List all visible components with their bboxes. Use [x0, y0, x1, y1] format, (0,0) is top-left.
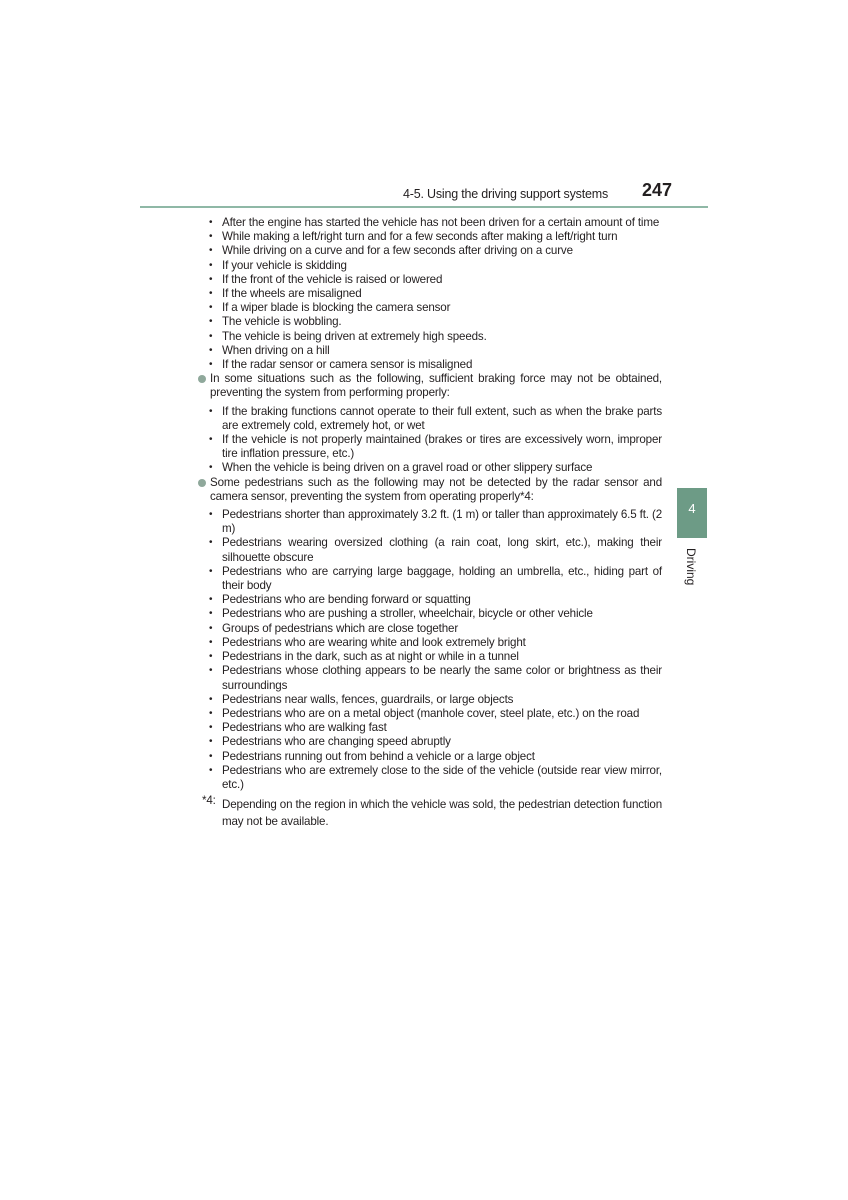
dot-icon: • [209, 594, 213, 606]
list-item: • Pedestrians wearing oversized clothing (a rain coat, long skirt, etc.), making their silhouette obscure [209, 536, 662, 564]
list-item: • If the front of the vehicle is raised or lowered [209, 272, 443, 286]
dot-icon: • [209, 750, 213, 762]
list-item: • Pedestrians who are walking fast [209, 721, 387, 735]
list-item: • Pedestrians who are on a metal object (manhole cover, steel plate, etc.) on the road [209, 706, 640, 720]
dot-icon: • [209, 288, 213, 300]
list-item: • When driving on a hill [209, 343, 330, 357]
list-item: • Pedestrians who are changing speed abruptly [209, 735, 451, 749]
list-item: • Pedestrians in the dark, such as at night or while in a tunnel [209, 650, 519, 664]
dot-icon: • [209, 764, 213, 776]
page-header [140, 176, 708, 208]
dot-icon: • [209, 273, 213, 285]
list-item: • After the engine has started the vehicle has not been driven for a certain amount of time [209, 216, 660, 229]
footnote-mark: *4: [202, 794, 216, 808]
list-item: • Pedestrians who are carrying large baggage, holding an umbrella, etc., hiding part of their body [209, 564, 662, 593]
list-item: • If the braking functions cannot operate to their full extent, such as when the brake parts are extremely cold, extremely hot, or wet [209, 404, 662, 432]
dot-icon: • [209, 462, 213, 474]
list-item: • The vehicle is wobbling. [209, 315, 342, 329]
footnote [198, 796, 662, 830]
list-item: • While driving on a curve and for a few seconds after driving on a curve [209, 244, 573, 258]
dot-icon: • [209, 405, 213, 417]
list-item: • Pedestrians running out from behind a vehicle or a large object [209, 749, 535, 763]
list-item: • The vehicle is being driven at extremely high speeds. [209, 329, 487, 343]
circle-bullet-icon [198, 375, 206, 383]
dot-icon: • [209, 217, 213, 228]
list-item: • Pedestrians who are extremely close to the side of the vehicle (outside rear view mirror, etc.) [209, 763, 662, 791]
list-item: • Pedestrians who are pushing a stroller, wheelchair, bicycle or other vehicle [209, 607, 593, 621]
dot-icon: • [209, 665, 213, 677]
list-b [198, 405, 662, 476]
dot-icon: • [209, 302, 213, 314]
list-item: • If a wiper blade is blocking the camera sensor [209, 301, 451, 315]
chapter-label: Driving [684, 548, 698, 586]
page-number: 247 [641, 180, 672, 200]
dot-icon: • [209, 509, 213, 521]
list-item: • Pedestrians shorter than approximately 3.2 ft. (1 m) or taller than approximately 6.5 ft. (2 m) [209, 508, 662, 536]
dot-icon: • [209, 359, 213, 371]
list-item: • If the vehicle is not properly maintained (brakes or tires are excessively worn, improper tire inflation pressure, etc.) [209, 433, 662, 461]
chapter-tab [677, 488, 707, 538]
section-title: 4-5. Using the driving support systems [403, 187, 608, 201]
header-divider [140, 206, 708, 208]
dot-icon: • [209, 316, 213, 328]
circle-bullet-icon [198, 479, 206, 487]
bullet-paragraph-pedestrians: Some pedestrians such as the following may not be detected by the radar sensor and camera sensor, preventing the system from operating properly*4: [198, 476, 662, 504]
dot-icon: • [209, 245, 213, 257]
dot-icon: • [209, 565, 213, 577]
list-a [198, 216, 662, 372]
dot-icon: • [209, 651, 213, 663]
dot-icon: • [209, 259, 213, 271]
dot-icon: • [209, 636, 213, 648]
dot-icon: • [209, 722, 213, 734]
list-item: • Groups of pedestrians which are close together [209, 621, 459, 635]
dot-icon: • [209, 693, 213, 705]
dot-icon: • [209, 707, 213, 719]
dot-icon: • [209, 622, 213, 634]
dot-icon: • [209, 736, 213, 748]
list-item: • When the vehicle is being driven on a gravel road or other slippery surface [209, 461, 593, 475]
footnote-text: Depending on the region in which the vehicle was sold, the pedestrian detection function may not be available. [222, 798, 662, 829]
dot-icon: • [209, 434, 213, 446]
dot-icon: • [209, 537, 213, 549]
list-item: • Pedestrians who are bending forward or squatting [209, 593, 471, 607]
chapter-number: 4 [688, 501, 696, 516]
dot-icon: • [209, 231, 213, 243]
dot-icon: • [209, 344, 213, 356]
dot-icon: • [209, 330, 213, 342]
list-item: • If your vehicle is skidding [209, 258, 347, 272]
list-item: • Pedestrians who are wearing white and look extremely bright [209, 635, 526, 649]
bullet-paragraph-braking: In some situations such as the following, sufficient braking force may not be obtained, preventing the system from performing properly: [198, 372, 662, 400]
list-item: • Pedestrians whose clothing appears to be nearly the same color or brightness as their surroundings [209, 664, 662, 692]
list-item: • While making a left/right turn and for a few seconds after making a left/right turn [209, 230, 618, 244]
dot-icon: • [209, 608, 213, 620]
list-item: • If the wheels are misaligned [209, 287, 362, 301]
list-item: • Pedestrians near walls, fences, guardrails, or large objects [209, 692, 514, 706]
page-content [198, 216, 662, 830]
list-item: • If the radar sensor or camera sensor is misaligned [209, 358, 473, 372]
list-c [198, 508, 662, 792]
